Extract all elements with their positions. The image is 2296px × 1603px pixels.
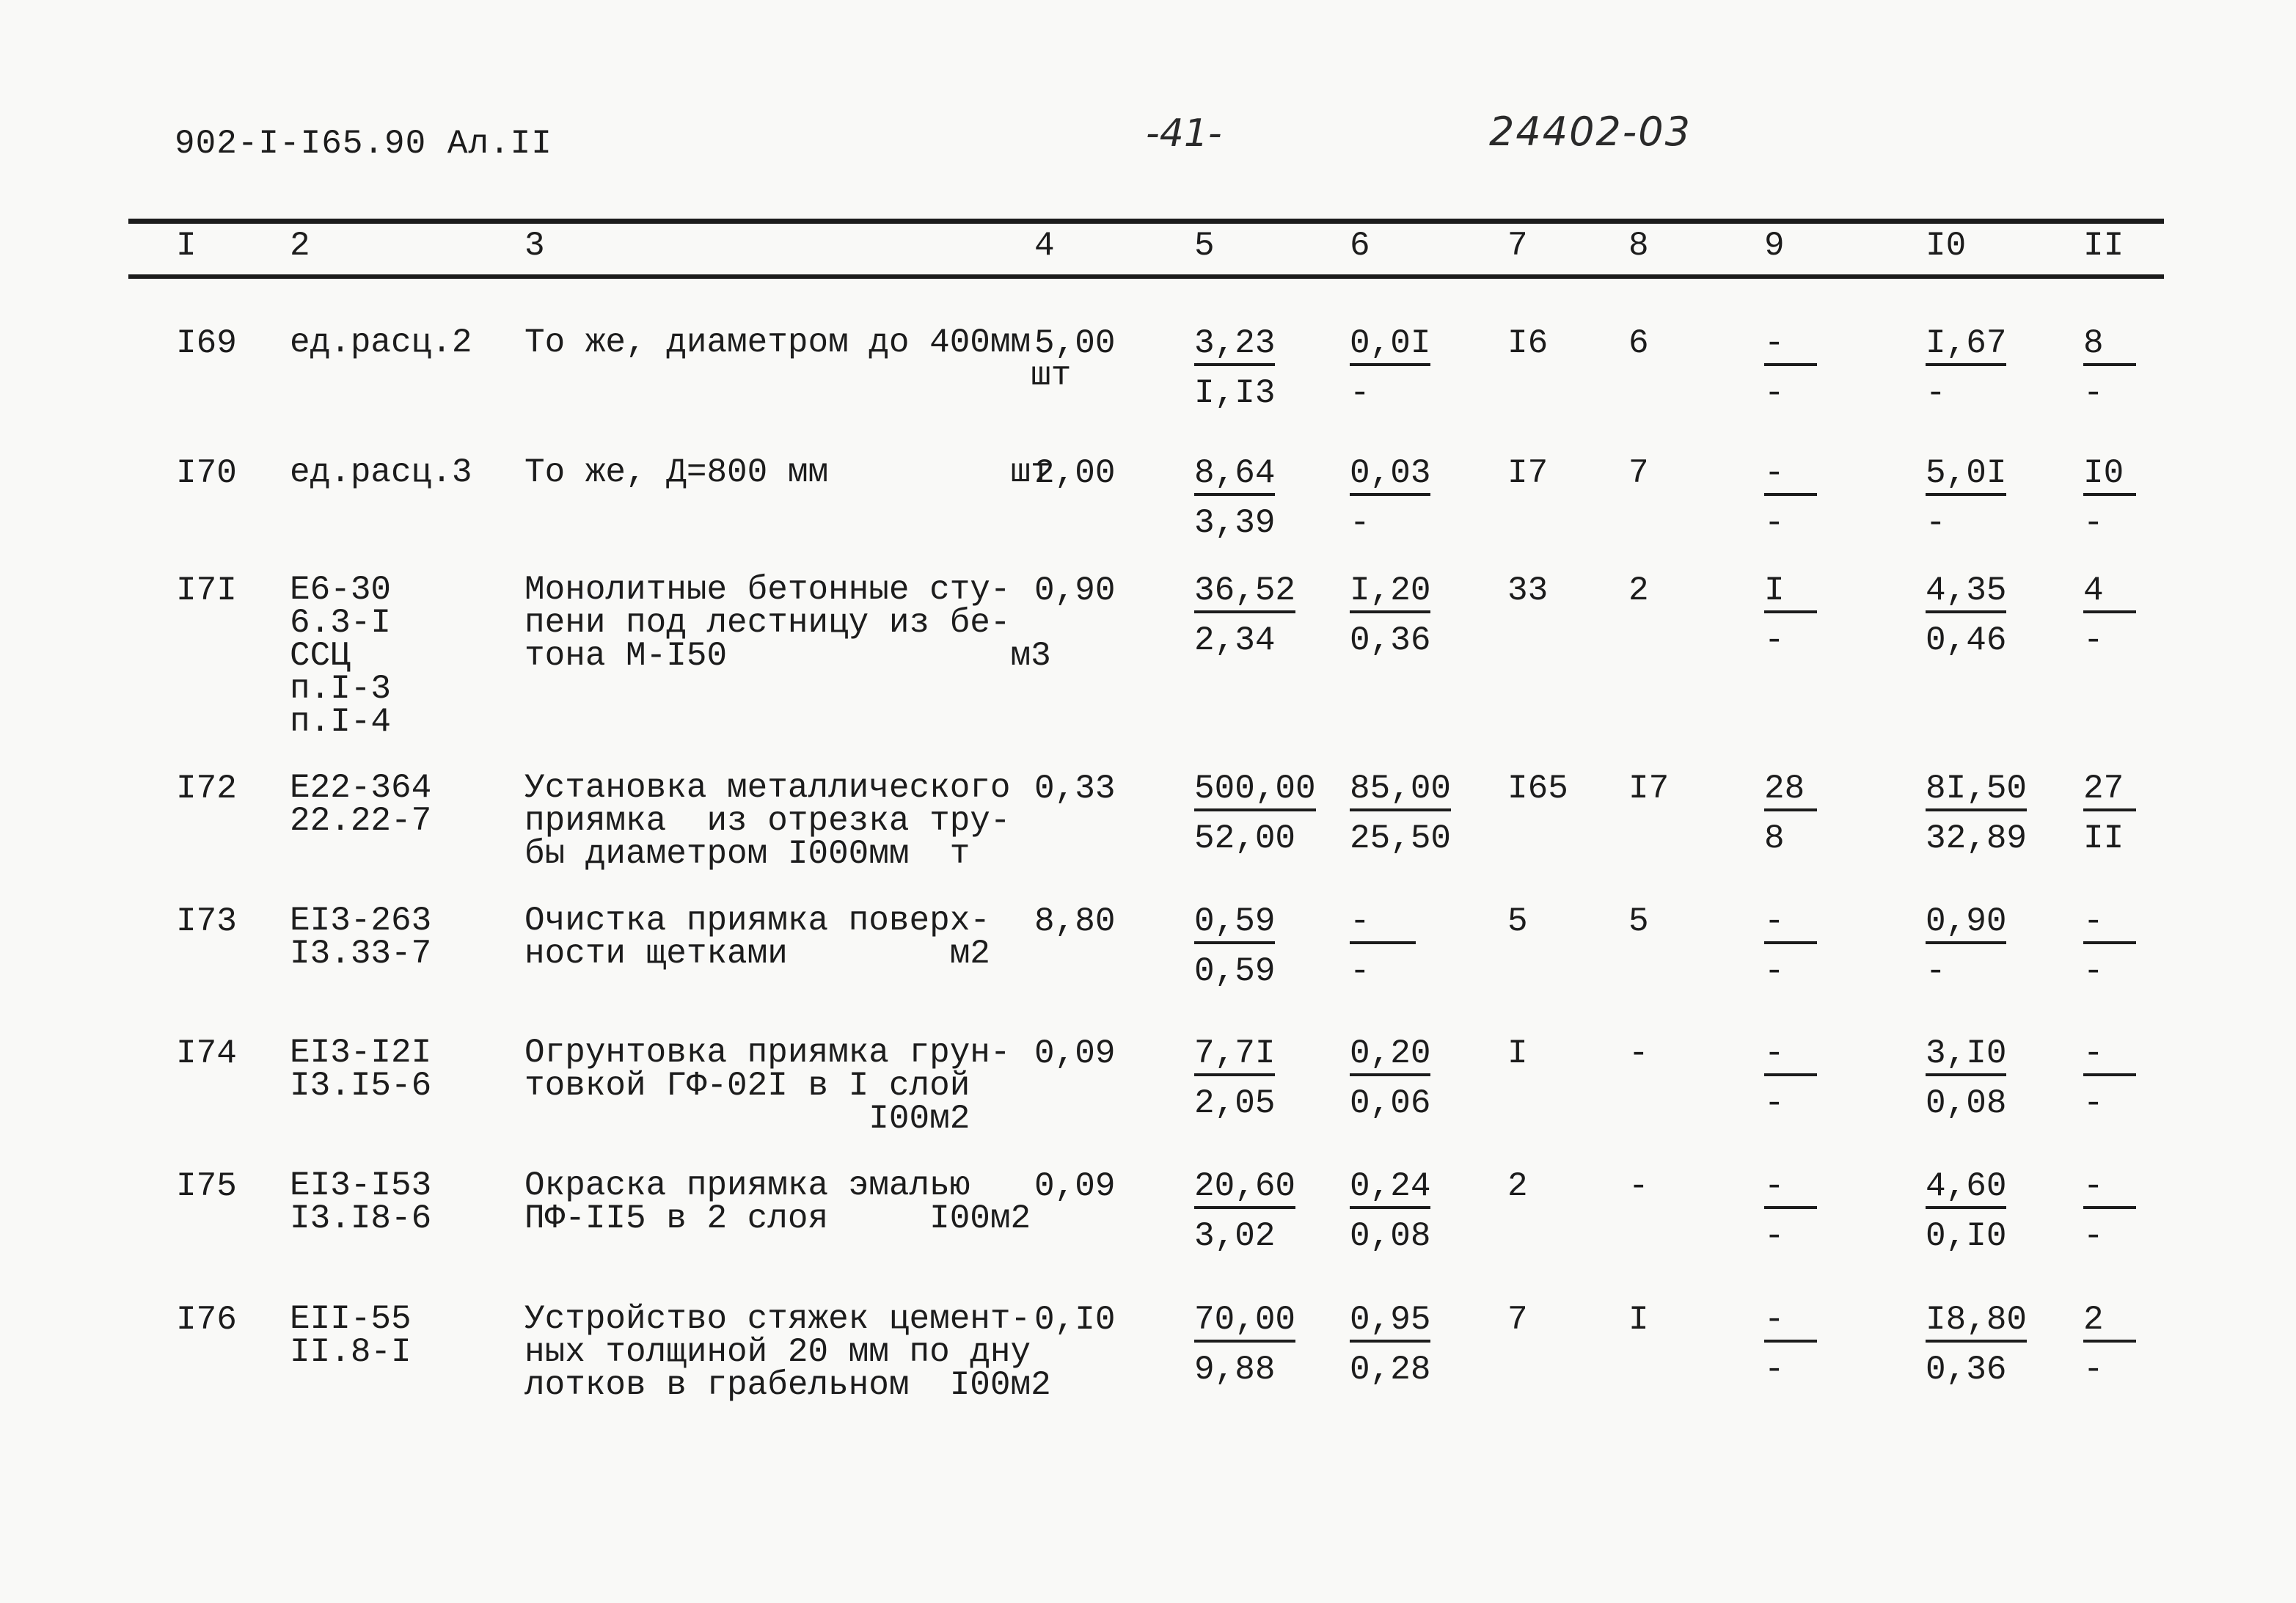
col-6-value-bottom: -: [1350, 504, 1370, 542]
work-description-line: Монолитные бетонные сту-: [524, 571, 1011, 609]
col-9-value-bottom: -: [1764, 621, 1785, 660]
col-6-value-bottom: -: [1350, 374, 1370, 412]
col-6-value-top: -: [1350, 905, 1416, 944]
work-description-line: Окраска приямка эмалью: [524, 1166, 970, 1205]
row-number: I74: [176, 1034, 237, 1073]
rate-code-line: ЕI3-I2I: [290, 1034, 432, 1072]
row-number: I7I: [176, 572, 237, 610]
rate-code: [290, 1166, 432, 1238]
col-8-value: 2: [1628, 572, 1649, 610]
table-row: [0, 902, 2296, 1029]
rate-code-line: I3.I8-6: [290, 1199, 432, 1238]
work-description-line: То же, диаметром до 400мм: [524, 324, 1031, 362]
quantity: 0,09: [1034, 1034, 1116, 1073]
document-code: 902-I-I65.90 Ал.II: [175, 125, 552, 163]
col-7-value: 7: [1507, 1301, 1528, 1339]
col-10-value-bottom: -: [1926, 504, 1946, 542]
col-6-value: [1350, 456, 1430, 540]
rate-code-line: Е6-30: [290, 571, 392, 609]
row-number: I73: [176, 902, 237, 941]
col-8-value: I: [1628, 1301, 1649, 1339]
col-9-value: [1764, 456, 1817, 540]
column-header-8: 8: [1628, 227, 1649, 265]
col-9-value-top: -: [1764, 1303, 1817, 1343]
col-6-value-top: I,20: [1350, 574, 1430, 613]
col-5-value-top: 20,60: [1194, 1169, 1295, 1209]
col-5-value: [1194, 456, 1275, 540]
quantity: 2,00: [1034, 454, 1116, 492]
col-11-value-bottom: -: [2083, 504, 2104, 542]
col-9-value-top: -: [1764, 1169, 1817, 1209]
table-row: [0, 1034, 2296, 1161]
rate-code: [290, 1300, 412, 1371]
col-5-value-top: 7,7I: [1194, 1037, 1275, 1076]
col-9-value-top: -: [1764, 905, 1817, 944]
col-6-value: [1350, 1303, 1430, 1387]
rate-code-line: I3.33-7: [290, 935, 432, 973]
rate-code: [290, 769, 432, 840]
work-description-line: Устройство стяжек цемент-: [524, 1300, 1031, 1338]
col-9-value: [1764, 1034, 1817, 1122]
col-5-value-top: 0,59: [1194, 905, 1275, 944]
rate-code-line: ед.расц.2: [290, 324, 472, 362]
table-top-rule: [128, 219, 2164, 224]
table-row: [0, 1300, 2296, 1428]
col-6-value-top: 0,0I: [1350, 326, 1430, 366]
col-9-value-bottom: 8: [1764, 819, 1785, 858]
col-11-value-top: 4: [2083, 574, 2136, 613]
col-6-value: [1350, 1169, 1430, 1253]
col-9-value: [1764, 902, 1817, 990]
col-10-value-bottom: 32,89: [1926, 819, 2028, 858]
col-10-value-top: 3,I0: [1926, 1037, 2006, 1076]
col-10-value: [1926, 572, 2007, 660]
col-5-value: [1194, 572, 1296, 660]
work-description-line: ПФ-II5 в 2 слоя I00м2: [524, 1199, 1031, 1238]
col-8-value: 5: [1628, 902, 1649, 941]
col-11-value-top: -: [2083, 905, 2136, 944]
col-7-value: I7: [1507, 454, 1549, 492]
col-5-value: [1194, 1303, 1295, 1387]
col-5-value: [1194, 770, 1316, 858]
work-description-line: I00м2: [524, 1100, 970, 1138]
column-header-4: 4: [1034, 227, 1055, 265]
col-10-value: [1926, 1169, 2006, 1253]
col-6-value: [1350, 770, 1452, 858]
col-11-value-bottom: -: [2083, 1084, 2104, 1122]
col-10-value-top: 4,60: [1926, 1169, 2006, 1209]
col-11-value-top: -: [2083, 1037, 2136, 1076]
col-6-value: [1350, 326, 1430, 410]
quantity: 8,80: [1034, 902, 1116, 941]
col-10-value-bottom: 0,46: [1926, 621, 2007, 660]
col-9-value-bottom: -: [1764, 504, 1785, 542]
col-10-value: [1926, 770, 2028, 858]
column-header-9: 9: [1764, 227, 1785, 265]
table-row: [0, 1166, 2296, 1294]
rate-code: [290, 1034, 432, 1105]
col-11-value-bottom: -: [2083, 1351, 2104, 1389]
column-header-5: 5: [1194, 227, 1215, 265]
column-header-7: 7: [1507, 227, 1528, 265]
col-6-value-bottom: 0,28: [1350, 1351, 1431, 1389]
col-7-value: 5: [1507, 902, 1528, 941]
table-row: [0, 453, 2296, 581]
rate-code-line: Е22-364: [290, 769, 432, 807]
col-9-value-top: -: [1764, 456, 1817, 496]
col-9-value-bottom: -: [1764, 374, 1785, 412]
row-number: I70: [176, 454, 237, 492]
rate-code-line: ед.расц.3: [290, 453, 472, 492]
col-6-value-top: 0,03: [1350, 456, 1430, 496]
col-10-value-bottom: 0,08: [1926, 1084, 2007, 1122]
col-11-value-bottom: -: [2083, 1217, 2104, 1255]
col-5-value-top: 3,23: [1194, 326, 1275, 366]
quantity: 0,90: [1034, 572, 1116, 610]
rate-code-line: п.I-4: [290, 703, 392, 741]
column-header-10: I0: [1926, 227, 1967, 265]
rate-code-line: ЕI3-263: [290, 902, 432, 940]
work-description: [524, 1166, 1031, 1238]
work-description-line: лотков в грабельном I00м2: [524, 1366, 1051, 1404]
col-10-value-top: 0,90: [1926, 905, 2006, 944]
col-9-value-bottom: -: [1764, 1217, 1785, 1255]
row-number: I69: [176, 324, 237, 362]
col-11-value: [2083, 1034, 2136, 1122]
col-5-value: [1194, 902, 1276, 990]
col-6-value-bottom: 0,06: [1350, 1084, 1431, 1122]
col-8-value: 7: [1628, 454, 1649, 492]
work-description-line: ных толщиной 20 мм по дну: [524, 1333, 1031, 1371]
col-9-value-bottom: -: [1764, 952, 1785, 990]
col-6-value: [1350, 1034, 1431, 1122]
col-7-value: I6: [1507, 324, 1549, 362]
table-row: [0, 769, 2296, 897]
col-6-value-top: 0,20: [1350, 1037, 1430, 1076]
row-number: I76: [176, 1301, 237, 1339]
col-5-value-top: 36,52: [1194, 574, 1295, 613]
col-11-value-top: -: [2083, 1169, 2136, 1209]
col-10-value-bottom: 0,36: [1926, 1351, 2007, 1389]
work-description-line: бы диаметром I000мм т: [524, 835, 970, 873]
quantity: 0,33: [1034, 770, 1116, 808]
work-description-line: шт: [524, 357, 1072, 395]
work-description-line: товкой ГФ-02I в I слой: [524, 1067, 970, 1105]
col-6-value-bottom: 0,08: [1350, 1217, 1431, 1255]
page-number: -41-: [1146, 112, 1222, 156]
col-5-value: [1194, 326, 1275, 410]
rate-code: [290, 324, 472, 362]
col-10-value-bottom: 0,I0: [1926, 1217, 2007, 1255]
rate-code-line: п.I-3: [290, 670, 392, 708]
col-5-value-bottom: 2,05: [1194, 1084, 1276, 1122]
work-description-line: Установка металлического: [524, 769, 1011, 807]
col-6-value-top: 85,00: [1350, 772, 1451, 811]
col-9-value-top: -: [1764, 1037, 1817, 1076]
col-11-value: [2083, 1169, 2136, 1253]
col-10-value-bottom: -: [1926, 374, 1946, 412]
col-6-value-top: 0,24: [1350, 1169, 1430, 1209]
col-6-value: [1350, 902, 1416, 990]
column-header-1: I: [176, 227, 197, 265]
col-5-value: [1194, 1169, 1295, 1253]
rate-code-line: I3.I5-6: [290, 1067, 432, 1105]
column-header-11: II: [2083, 227, 2124, 265]
col-8-value: I7: [1628, 770, 1670, 808]
col-5-value-bottom: 3,39: [1194, 504, 1276, 542]
col-11-value-bottom: -: [2083, 621, 2104, 660]
rate-code: [290, 902, 432, 973]
col-11-value-bottom: -: [2083, 952, 2104, 990]
column-header-6: 6: [1350, 227, 1370, 265]
col-7-value: I65: [1507, 770, 1568, 808]
rate-code-line: 6.3-I: [290, 604, 392, 642]
col-10-value-top: I,67: [1926, 326, 2006, 366]
row-number: I75: [176, 1167, 237, 1205]
row-number: I72: [176, 770, 237, 808]
col-9-value: [1764, 1169, 1817, 1253]
rate-code: [290, 453, 472, 492]
col-9-value: [1764, 770, 1817, 858]
col-11-value: [2083, 770, 2136, 858]
col-10-value-top: I8,80: [1926, 1303, 2027, 1343]
rate-code-line: ЕII-55: [290, 1300, 412, 1338]
col-6-value-bottom: 25,50: [1350, 819, 1452, 858]
rate-code: [290, 571, 392, 741]
rate-code-line: II.8-I: [290, 1333, 412, 1371]
col-5-value-top: 70,00: [1194, 1303, 1295, 1343]
col-7-value: 2: [1507, 1167, 1528, 1205]
col-9-value-bottom: -: [1764, 1084, 1785, 1122]
col-10-value-top: 4,35: [1926, 574, 2006, 613]
col-9-value-top: I: [1764, 574, 1817, 613]
work-description-line: ности щетками м2: [524, 935, 990, 973]
table-row: [0, 326, 2296, 451]
work-description-line: То же, Д=800 мм шт: [524, 453, 1051, 492]
column-header-3: 3: [524, 227, 545, 265]
work-description: [524, 902, 990, 973]
col-5-value-bottom: 2,34: [1194, 621, 1276, 660]
quantity: 0,I0: [1034, 1301, 1116, 1339]
col-9-value-top: -: [1764, 326, 1817, 366]
col-10-value-bottom: -: [1926, 952, 1946, 990]
work-description: [524, 1034, 1011, 1138]
col-10-value: [1926, 902, 2007, 990]
col-11-value-top: 2: [2083, 1303, 2136, 1343]
quantity: 5,00: [1034, 324, 1116, 362]
col-11-value: [2083, 326, 2136, 410]
col-9-value: [1764, 572, 1817, 660]
col-10-value: [1926, 326, 2006, 410]
quantity: 0,09: [1034, 1167, 1116, 1205]
work-description: [524, 324, 1072, 395]
col-10-value: [1926, 1303, 2027, 1387]
col-6-value-top: 0,95: [1350, 1303, 1430, 1343]
col-11-value: [2083, 572, 2136, 660]
handwritten-code: 24402-03: [1489, 109, 1692, 155]
table-row: [0, 571, 2296, 741]
col-10-value: [1926, 1034, 2007, 1122]
work-description: [524, 769, 1011, 873]
col-5-value: [1194, 1034, 1276, 1122]
col-9-value-top: 28: [1764, 772, 1817, 811]
work-description-line: приямка из отрезка тру-: [524, 802, 1011, 840]
col-9-value-bottom: -: [1764, 1351, 1785, 1389]
col-5-value-bottom: 0,59: [1194, 952, 1276, 990]
rate-code-line: ССЦ: [290, 637, 351, 675]
col-11-value: [2083, 902, 2136, 990]
col-9-value: [1764, 1303, 1817, 1387]
col-11-value-bottom: II: [2083, 819, 2124, 858]
header-bottom-rule: [128, 274, 2164, 279]
col-5-value-bottom: I,I3: [1194, 374, 1276, 412]
col-5-value-bottom: 9,88: [1194, 1351, 1276, 1389]
col-7-value: 33: [1507, 572, 1549, 610]
col-11-value-top: 8: [2083, 326, 2136, 366]
col-5-value-top: 500,00: [1194, 772, 1316, 811]
rate-code-line: 22.22-7: [290, 802, 432, 840]
col-11-value: [2083, 456, 2136, 540]
col-6-value-bottom: 0,36: [1350, 621, 1431, 660]
col-11-value-top: I0: [2083, 456, 2136, 496]
work-description: [524, 453, 1051, 492]
work-description: [524, 571, 1051, 675]
rate-code-line: ЕI3-I53: [290, 1166, 432, 1205]
col-5-value-top: 8,64: [1194, 456, 1275, 496]
work-description-line: тона М-I50 м3: [524, 637, 1051, 675]
column-header-2: 2: [290, 227, 310, 265]
col-5-value-bottom: 52,00: [1194, 819, 1296, 858]
col-11-value: [2083, 1303, 2136, 1387]
col-8-value: -: [1628, 1034, 1649, 1073]
col-10-value-top: 8I,50: [1926, 772, 2027, 811]
col-11-value-bottom: -: [2083, 374, 2104, 412]
col-5-value-bottom: 3,02: [1194, 1217, 1276, 1255]
col-6-value-bottom: -: [1350, 952, 1370, 990]
col-10-value-top: 5,0I: [1926, 456, 2006, 496]
col-10-value: [1926, 456, 2006, 540]
col-9-value: [1764, 326, 1817, 410]
work-description-line: Огрунтовка приямка грун-: [524, 1034, 1011, 1072]
col-7-value: I: [1507, 1034, 1528, 1073]
work-description: [524, 1300, 1051, 1404]
col-8-value: -: [1628, 1167, 1649, 1205]
work-description-line: пени под лестницу из бе-: [524, 604, 1011, 642]
col-11-value-top: 27: [2083, 772, 2136, 811]
col-8-value: 6: [1628, 324, 1649, 362]
work-description-line: Очистка приямка поверх-: [524, 902, 990, 940]
col-6-value: [1350, 572, 1431, 660]
